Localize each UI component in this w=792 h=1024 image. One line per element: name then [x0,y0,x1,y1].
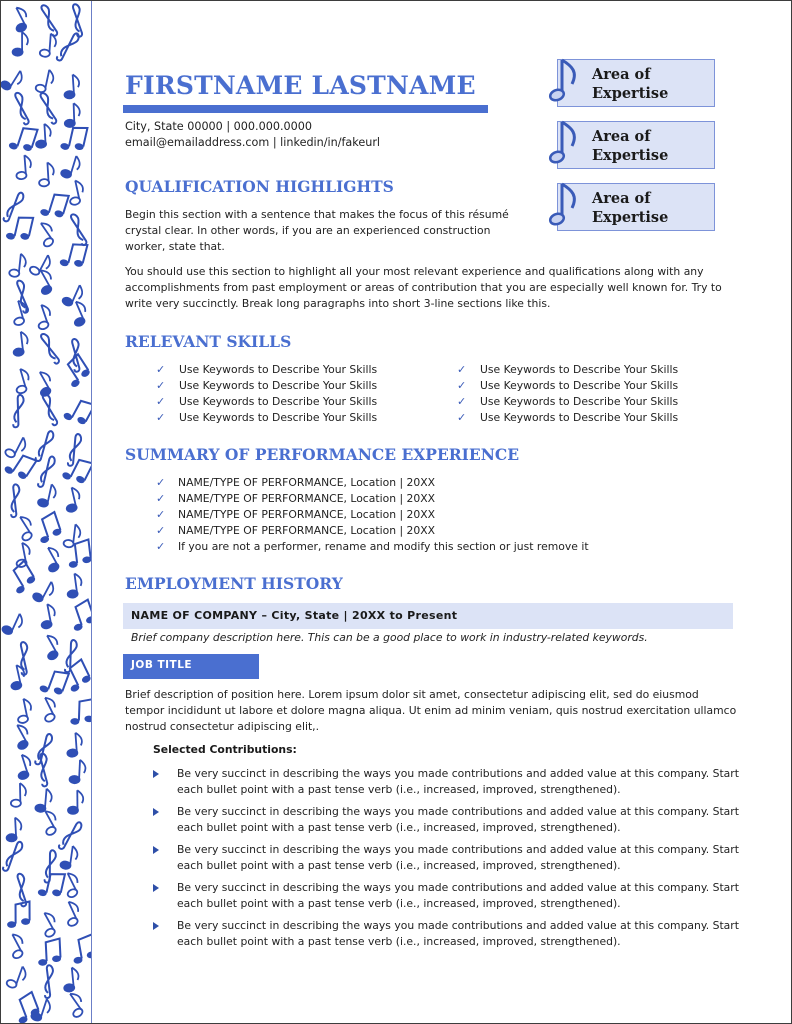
skill-item: Use Keywords to Describe Your Skills [179,363,378,376]
area-of-expertise-box [557,121,715,169]
area-label-line1: Area of [592,66,651,83]
skill-item: Use Keywords to Describe Your Skills [480,411,679,424]
checkmark-icon: ✓ [156,492,166,505]
name-underline-bar [123,105,488,113]
contact-line-2: email@emailaddress.com | linkedin/in/fakeurl [125,136,381,149]
text-line: each bullet point with a past tense verb (i.e., increased, improved, strengthened). [177,783,621,796]
performance-item: NAME/TYPE OF PERFORMANCE, Location | 20XX [178,524,436,537]
text-line: accomplishments from past employment or areas of contribution that you are especially well known for. Try to [125,281,722,294]
skill-item: Use Keywords to Describe Your Skills [480,395,679,408]
checkmark-icon: ✓ [156,363,166,376]
music-notes-pattern [1,1,91,1024]
checkmark-icon: ✓ [457,363,467,376]
bullet-arrow-icon [153,808,159,816]
company-name: NAME OF COMPANY – City, State | 20XX to Present [131,609,458,622]
text-line: tempor incididunt ut labore et dolore magna aliqua. Ut enim ad minim veniam, quis nostrud exercitation ullamco [125,704,737,717]
skill-item: Use Keywords to Describe Your Skills [179,395,378,408]
text-line: crystal clear. In other words, if you are an experienced construction [125,224,491,237]
text-line: Be very succinct in describing the ways you made contributions and added value at this company. Start [177,919,739,932]
bullet-arrow-icon [153,770,159,778]
area-label-line2: Expertise [592,85,669,102]
contact-line-1: City, State 00000 | 000.000.0000 [125,120,312,133]
bullet-arrow-icon [153,884,159,892]
area-label-line2: Expertise [592,147,669,164]
checkmark-icon: ✓ [457,395,467,408]
contribution-item [177,918,739,950]
text-line: each bullet point with a past tense verb (i.e., increased, improved, strengthened). [177,935,621,948]
contribution-item [177,804,739,836]
bullet-arrow-icon [153,922,159,930]
text-line: write very succinctly. Break long paragraphs into short 3-line sections like this. [125,297,551,310]
qualifications-intro [125,207,509,255]
contribution-item [177,842,739,874]
section-heading-skills: RELEVANT SKILLS [125,332,292,351]
area-of-expertise-box [557,59,715,107]
checkmark-icon: ✓ [156,476,166,489]
text-line: Be very succinct in describing the ways you made contributions and added value at this company. Start [177,881,739,894]
contribution-item [177,880,739,912]
text-line: Brief description of position here. Lorem ipsum dolor sit amet, consectetur adipiscing elit, sed do eiusmod [125,688,699,701]
area-of-expertise-label [592,65,668,103]
contribution-item [177,766,739,798]
skill-item: Use Keywords to Describe Your Skills [179,411,378,424]
bullet-arrow-icon [153,846,159,854]
skill-item: Use Keywords to Describe Your Skills [179,379,378,392]
text-line: each bullet point with a past tense verb (i.e., increased, improved, strengthened). [177,859,621,872]
text-line: You should use this section to highlight all your most relevant experience and qualifications along with any [125,265,704,278]
text-line: each bullet point with a past tense verb (i.e., increased, improved, strengthened). [177,821,621,834]
section-heading-performance: SUMMARY OF PERFORMANCE EXPERIENCE [125,445,520,464]
candidate-name: FIRSTNAME LASTNAME [125,71,476,100]
section-heading-qualifications: QUALIFICATION HIGHLIGHTS [125,177,394,196]
area-label-line1: Area of [592,190,651,207]
performance-item: NAME/TYPE OF PERFORMANCE, Location | 20XX [178,492,436,505]
skill-item: Use Keywords to Describe Your Skills [480,363,679,376]
section-heading-employment: EMPLOYMENT HISTORY [125,574,343,593]
performance-item: If you are not a performer, rename and modify this section or just remove it [178,540,589,553]
text-line: Be very succinct in describing the ways you made contributions and added value at this company. Start [177,843,739,856]
company-description: Brief company description here. This can be a good place to work in industry-related keywords. [131,631,648,644]
text-line: each bullet point with a past tense verb (i.e., increased, improved, strengthened). [177,897,621,910]
area-label-line2: Expertise [592,209,669,226]
area-label-line1: Area of [592,128,651,145]
checkmark-icon: ✓ [156,379,166,392]
text-line: nostrud consectetur adipiscing elit,. [125,720,320,733]
job-title: JOB TITLE [131,659,193,671]
text-line: Be very succinct in describing the ways you made contributions and added value at this company. Start [177,805,739,818]
performance-item: NAME/TYPE OF PERFORMANCE, Location | 20XX [178,508,436,521]
checkmark-icon: ✓ [457,411,467,424]
music-notes-sidebar [1,1,92,1024]
area-of-expertise-box [557,183,715,231]
position-description [125,687,736,735]
checkmark-icon: ✓ [457,379,467,392]
qualifications-body [125,264,722,312]
checkmark-icon: ✓ [156,411,166,424]
music-note-icon [548,180,582,232]
skill-item: Use Keywords to Describe Your Skills [480,379,679,392]
music-note-icon [548,118,582,170]
area-of-expertise-label [592,189,668,227]
checkmark-icon: ✓ [156,540,166,553]
text-line: Be very succinct in describing the ways you made contributions and added value at this company. Start [177,767,739,780]
area-of-expertise-label [592,127,668,165]
checkmark-icon: ✓ [156,524,166,537]
checkmark-icon: ✓ [156,395,166,408]
text-line: worker, state that. [125,240,225,253]
checkmark-icon: ✓ [156,508,166,521]
text-line: Begin this section with a sentence that makes the focus of this résumé [125,208,509,221]
performance-item: NAME/TYPE OF PERFORMANCE, Location | 20XX [178,476,436,489]
music-note-icon [548,56,582,108]
selected-contributions-label: Selected Contributions: [153,743,297,756]
